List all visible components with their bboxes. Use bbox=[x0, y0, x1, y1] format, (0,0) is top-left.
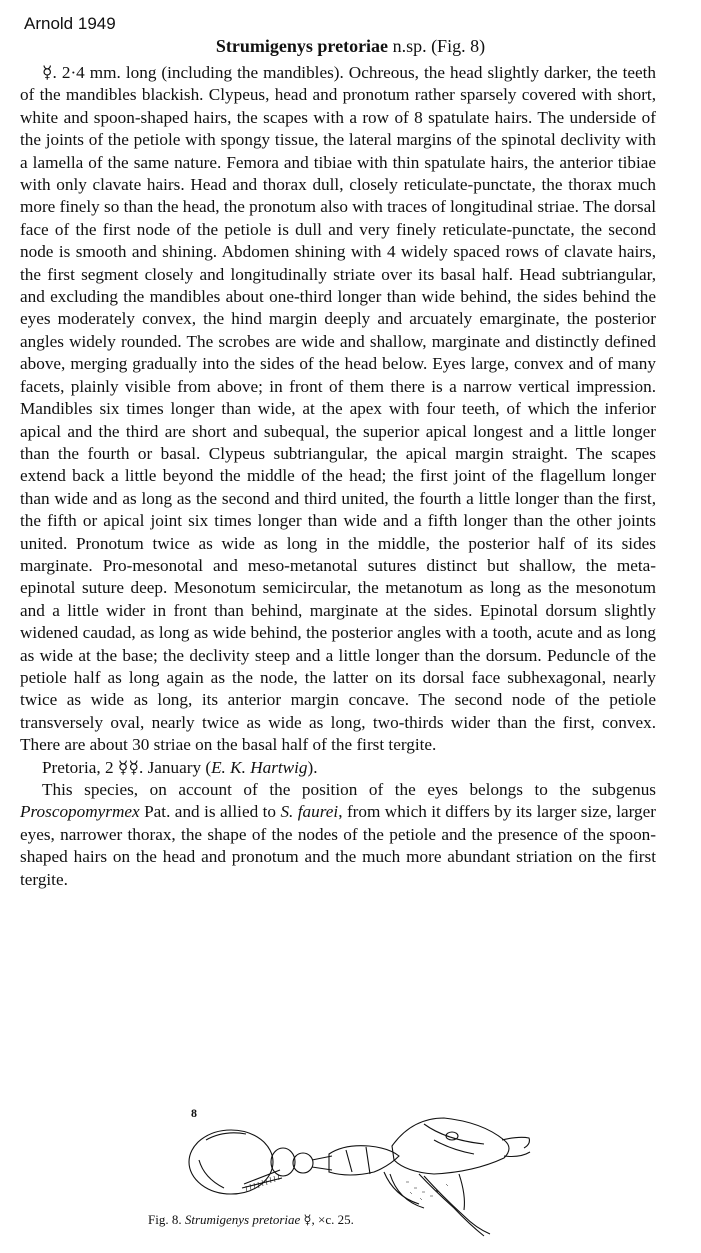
remarks-part-3: , from which it differs by its larger size, larger eyes, narrower thorax, the shape of the nodes of the petiole and the presence of the spoon-shaped hairs on the head and pronotum and the much more abundant striation on the first tergite. bbox=[20, 802, 657, 889]
source-label: Arnold 1949 bbox=[24, 14, 116, 33]
locality-suffix: ). bbox=[307, 757, 318, 777]
collector-name: E. K. Hartwig bbox=[211, 757, 308, 777]
locality-prefix: Pretoria, 2 ☿☿. January ( bbox=[42, 757, 212, 777]
thorax-shape bbox=[329, 1146, 399, 1175]
figure-number: 8 bbox=[191, 1106, 197, 1120]
article-body bbox=[20, 62, 656, 891]
allied-species: S. faurei bbox=[280, 802, 339, 822]
caption-suffix: ☿, ×c. 25. bbox=[300, 1212, 354, 1227]
figure-caption bbox=[148, 1212, 354, 1228]
caption-species: Strumigenys pretoriae bbox=[184, 1212, 301, 1227]
postpetiole-shape bbox=[271, 1148, 295, 1176]
caption-prefix: Fig. 8. bbox=[148, 1212, 185, 1227]
locality-paragraph bbox=[20, 757, 656, 779]
species-title bbox=[0, 36, 701, 57]
title-suffix: n.sp. (Fig. 8) bbox=[388, 36, 486, 56]
head-shape bbox=[392, 1118, 509, 1174]
description-paragraph: ☿. 2·4 mm. long (including the mandibles). Ochreous, the head slightly darker, the teeth of the mandibles blackish. Clypeus, head and pronotum rather sparsely covered with short, white and spoon-shaped hairs, the scapes with a row of 8 spatulate hairs. The underside of the joints of the petiole with spongy tissue, the lateral margins of the spinotal declivity with a lamella of the same nature. Femora and tibiae with thin spatulate hairs, the anterior tibiae with only clavate hairs. Head and thorax dull, closely reticulate-punctate, the thorax much more finely so than the head, the pronotum also with traces of longitudinal striae. The dorsal face of the first node of the petiole is dull and very finely reticulate-punctate, the second node is smooth and shining. Abdomen shining with 4 widely spaced rows of clavate hairs, the first segment closely and longitudinally striate over its basal half. Head subtriangular, and excluding the mandibles about one-third longer than wide behind, the sides behind the eyes moderately convex, the hind margin deeply and arcuately emarginate, the posterior angles widely rounded. The scrobes are wide and shallow, marginate and distinctly defined above, merging gradually into the sides of the head below. Eyes large, convex and of many facets, plainly visible from above; in front of them there is a narrow vertical impression. Mandibles six times longer than wide, at the apex with four teeth, of which the inferior apical and the third are short and subequal, the superior apical longest and a little longer than the fourth or basal. Clypeus subtriangular, the apical margin straight. The scapes extend back a little beyond the middle of the head; the first joint of the flagellum longer than wide and as long as the second and third united, the fourth a little longer than the first, the fifth or apical joint six times longer than wide and a fifth longer than the other joints united. Pronotum twice as wide as long in the middle, the posterior half of its sides marginate. Pro-mesonotal and meso-metanotal sutures distinct but shallow, the meta-epinotal suture deep. Mesonotum semicircular, the metanotum as long as the mesonotum and a little wider in front than behind, marginate at the sides. Epinotal dorsum slightly widened caudad, as long as wide behind, the posterior angles with a tooth, acute and as long as wide at the base; the declivity steep and a little longer than the dorsum. Peduncle of the petiole half as long again as the node, the latter on its dorsal face subhexagonal, nearly twice as wide as long, its anterior margin concave. The second node of the petiole transversely oval, nearly twice as wide as long, two-thirds wider than the first, convex. There are about 30 striae on the basal half of the first tergite. bbox=[20, 63, 656, 755]
remarks-paragraph bbox=[20, 779, 656, 891]
gaster-shape bbox=[189, 1130, 273, 1194]
species-name: Strumigenys pretoriae bbox=[215, 36, 389, 56]
remarks-part-1: This species, on account of the position of the eyes belongs to the subgenus bbox=[42, 780, 656, 799]
remarks-part-2: Pat. and is allied to bbox=[139, 802, 281, 822]
petiole-node-shape bbox=[293, 1153, 313, 1173]
subgenus-name: Proscopomyrmex bbox=[20, 802, 140, 822]
